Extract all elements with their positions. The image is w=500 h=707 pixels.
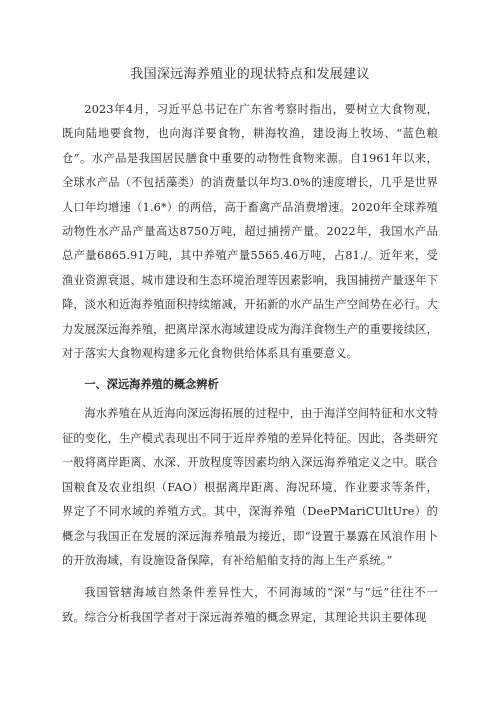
document-title: 我国深远海养殖业的现状特点和发展建议 bbox=[130, 67, 370, 82]
section-heading: 一、深远海养殖的概念辨析 bbox=[84, 378, 219, 392]
intro-paragraph: 2023年4月，习近平总书记在广东省考察时指出，要树立大食物观，既向陆地要食物，也向海洋要食物，耕海牧渔，建设海上牧场、“蓝色粮仓”。水产品是我国居民膳食中重要的动物性食物来源。自1961年以来，全球水产品（不包括藻类）的消费量以年均3.0%的速度增长，几乎是世界人口年均增速（1.6*）的两倍，高于畜禽产品消费增速。2020年全球养殖动物性水产品产量高达8750万吨，超过捕捞产量。2022年，我国水产品总产量6865.91万吨，其中养殖产量5565.46万吨，占81./。近年来，受渔业资源衰退、城市建设和生态环境治理等因素影响，我国捕捞产量逐年下降，淡水和近海养殖面积持续缩减，开拓新的水产品生产空间势在必行。大力发展深远海养殖，把离岸深水海域建设成为海洋食物生产的重要接续区，对于落实大食物观构建多元化食物供给体系具有重要意义。 bbox=[62, 103, 438, 361]
section-paragraph: 我国管辖海域自然条件差异性大，不同海域的“深”与“远”往往不一致。综合分析我国学者对于深远海养殖的概念界定，其理论共识主要体现 bbox=[62, 586, 438, 624]
section-paragraph: 海水养殖在从近海向深远海拓展的过程中，由于海洋空间特征和水文特征的变化，生产模式表现出不同于近岸养殖的差异化特征。因此，各类研究一般将离岸距离、水深、开放程度等因素均纳入深远海养殖定义之中。联合国粮食及农业组织（FAO）根据离岸距离、海况环境、作业要求等条件，界定了不同水域的养殖方式。其中，深海养殖（DeePMariCUltUre）的概念与我国正在发展的深远海养殖最为接近，即“设置于暴露在风浪作用卜的开放海域，有设施设备保障，有补给船舶支持的海上生产系统。” bbox=[62, 407, 438, 567]
